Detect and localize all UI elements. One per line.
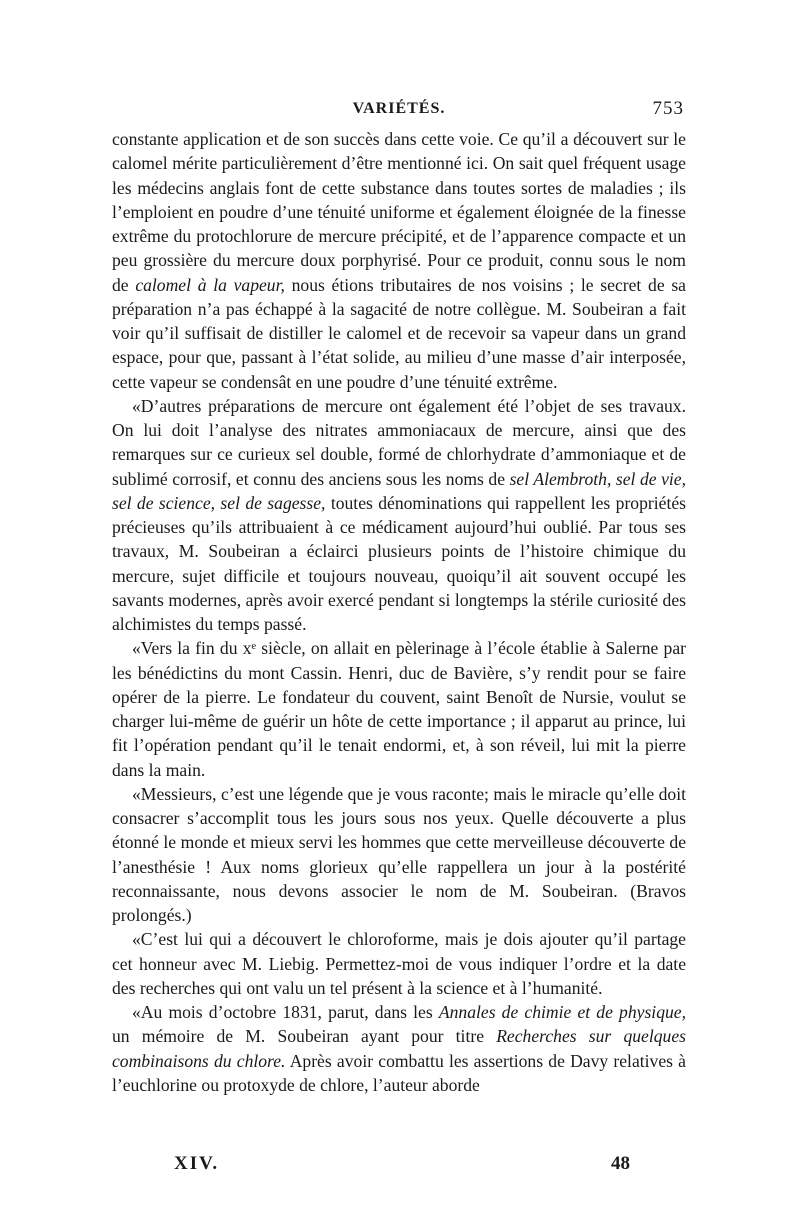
italic-text: calomel à la vapeur, [135,274,285,295]
running-header [112,92,686,122]
paragraph-p5 [112,927,686,1000]
text-run: «D’autres préparations de mercure ont également été l’objet de ses travaux. On lui doit l’analyse des nitrates ammoniacaux de mercure, ainsi que des remarques sur ce curieux sel double, formé de chlorhydrate d’ammoniaque et de sublimé corrosif, et connu des anciens sous les noms de [112,395,686,489]
text-run: Après avoir combattu les assertions de Davy relatives à l’euchlorine ou protoxyde de chlore, l’auteur aborde [112,1050,686,1095]
sheet-number: 48 [611,1153,630,1174]
text-run: «Au mois d’octobre 1831, parut, dans les [132,1002,439,1022]
page-footer [174,1153,654,1183]
paragraph-p1 [112,127,686,394]
body-text [112,127,686,1097]
text-run: toutes dénominations qui rappellent les propriétés précieuses qu’ils attribuaient à ce médicament aujourd’hui oublié. Par tous ses travaux, M. Soubeiran a éclairci plusieurs points de l’histoire chimique du mercure, sujet difficile et toujours nouveau, quoiqu’il ait souvent occupé les savants modernes, après avoir exercé pendant si longtemps la stérile curiosité des alchimistes du temps passé. [112,492,686,634]
text-run: constante application et de son succès dans cette voie. Ce qu’il a découvert sur le calomel mérite particulièrement d’être mentionné ici. On sait quel fréquent usage les médecins anglais font de cette substance dans toutes sortes de maladies ; ils l’emploient en poudre d’une ténuité uniforme et également éloignée de la finesse extrême du protochlorure de mercure précipité, et de l’apparence compacte et un peu grossière du mercure doux porphyrisé. Pour ce produit, connu sous le nom de [112,129,686,295]
italic-text: Annales de chimie et de physique, [438,1002,686,1022]
text-run: «C’est lui qui a découvert le chloroforme, mais je dois ajouter qu’il partage cet honneur avec M. Liebig. Permettez-moi de vous indiquer l’ordre et la date des recherches qui ont valu un tel présent à la science et à l’humanité. [112,929,686,998]
paragraph-p6 [112,1000,686,1097]
paragraph-p3 [112,636,686,782]
text-run: nous étions tributaires de nos voisins ; le secret de sa préparation n’a pas échappé à la sagacité de notre collègue. M. Soubeiran a fait voir qu’il suffisait de distiller le calomel et de recevoir sa vapeur dans un grand espace, pour que, passant à l’état solide, au milieu d’une masse d’air interposée, cette vapeur se condensât en une poudre d’une ténuité extrême. [112,274,686,392]
text-run: «Vers la fin du xᵉ siècle, on allait en pèlerinage à l’école établie à Salerne par les bénédictins du mont Cassin. Henri, duc de Bavière, s’y rendit pour se faire opérer de la pierre. Le fondateur du couvent, saint Benoît de Nursie, voulut se charger lui-même de guérir un hôte de cette importance ; il apparut au prince, lui fit l’opération pendant qu’il le tenait endormi, et, à son réveil, lui mit la pierre dans la main. [112,638,686,780]
text-run: un mémoire de M. Soubeiran ayant pour titre [112,1026,497,1047]
paragraph-p4 [112,782,686,928]
italic-text: Recherches sur quelques combinaisons du chlore. [112,1026,686,1071]
italic-text: sel Alembroth, sel de vie, sel de science, sel de sagesse, [112,468,686,513]
section-title: VARIÉTÉS. [352,100,446,117]
paragraph-p2 [112,394,686,637]
text-run: «Messieurs, c’est une légende que je vous raconte; mais le miracle qu’elle doit consacrer s’accomplit tous les jours sous nos yeux. Quelle découverte a plus étonné le monde et mieux servi les hommes que cette merveilleuse découverte de l’anesthésie ! Aux noms glorieux qu’elle rappellera un jour à la postérité reconnaissante, nous devons associer le nom de M. Soubeiran. (Bravos prolongés.) [112,783,686,925]
page-number: 753 [652,98,684,119]
signature-mark: XIV. [174,1153,220,1174]
